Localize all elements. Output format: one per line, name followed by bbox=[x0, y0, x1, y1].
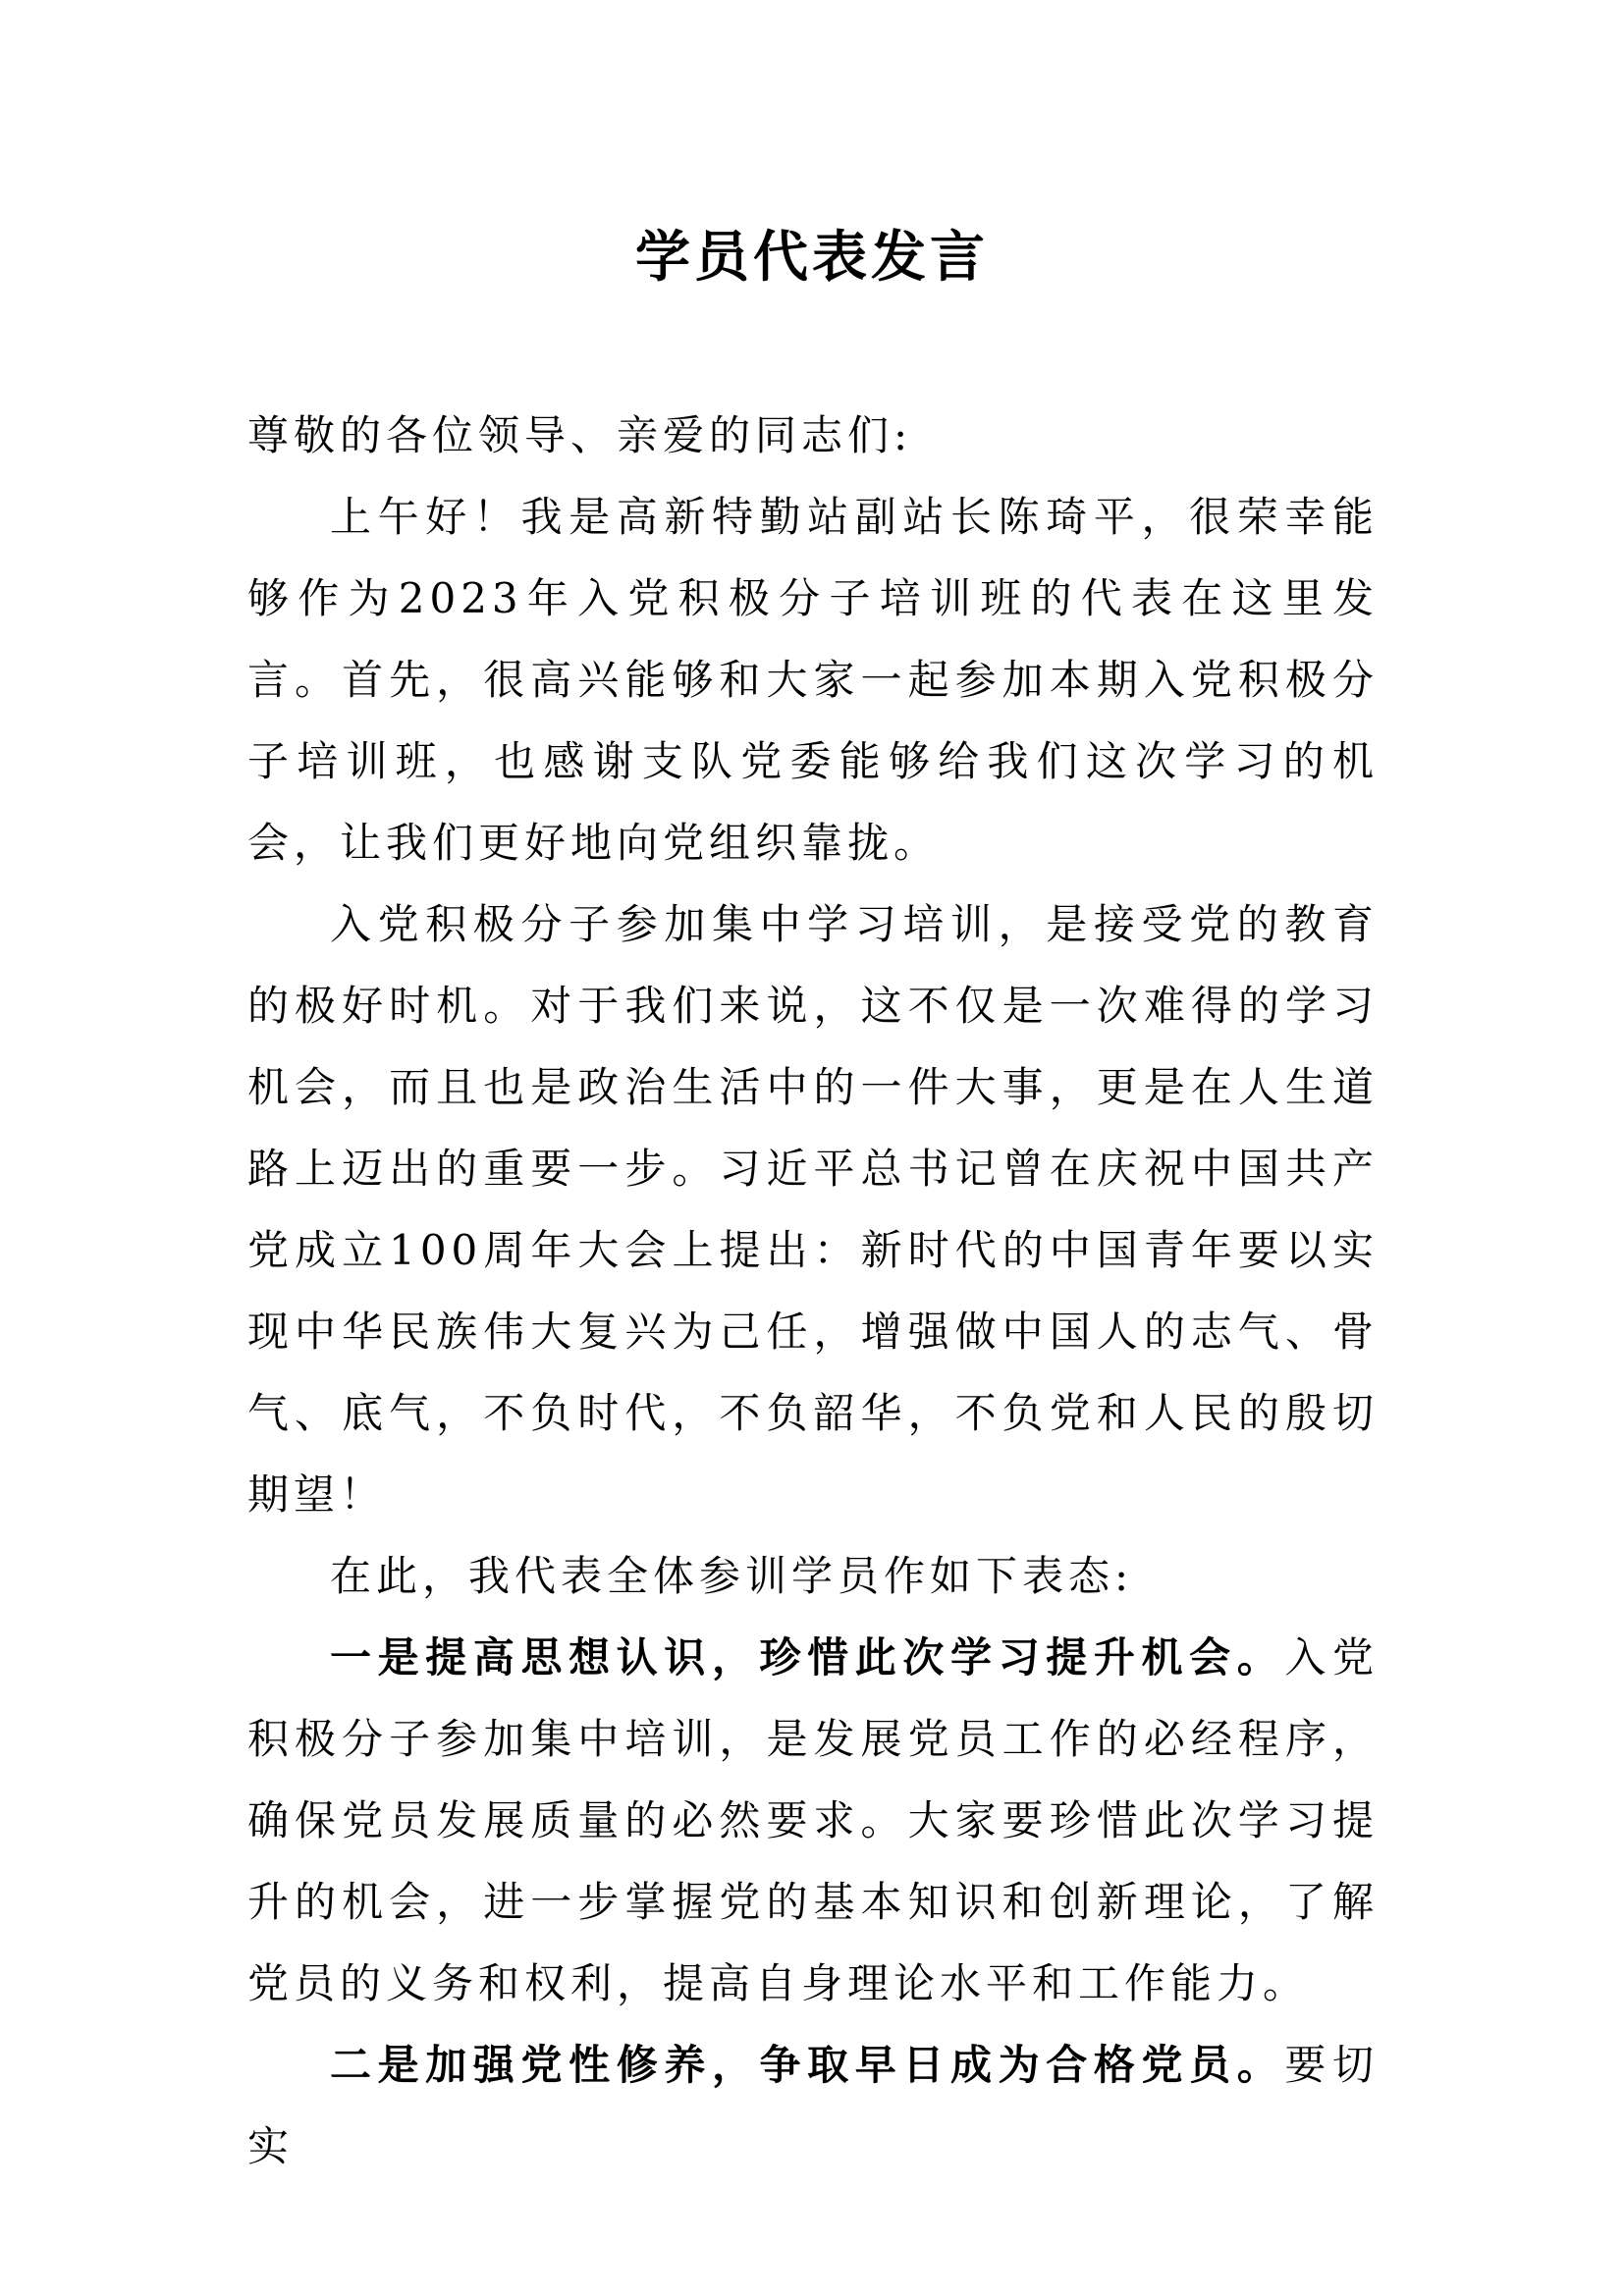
paragraph-lead: 一是提高思想认识，珍惜此次学习提升机会。 bbox=[330, 1633, 1285, 1682]
paragraph-point-one bbox=[247, 1617, 1379, 2024]
paragraph-text: 要切实 bbox=[247, 2041, 1379, 2170]
salutation: 尊敬的各位领导、亲爱的同志们: bbox=[247, 411, 913, 459]
paragraph-text: 入党积极分子参加集中培训，是发展党员工作的必经程序，确保党员发展质量的必然要求。大家要珍惜此次学习提升的机会，进一步掌握党的基本知识和创新理论，了解党员的义务和权利，提高自身理论水平和工作能力。 bbox=[247, 1633, 1379, 2007]
paragraph-lead: 二是加强党性修养，争取早日成为合格党员。 bbox=[330, 2041, 1285, 2089]
paragraph-text: 上午好！我是高新特勤站副站长陈琦平，很荣幸能够作为2023年入党积极分子培训班的代表在这里发言。首先，很高兴能够和大家一起参加本期入党积极分子培训班，也感谢支队党委能够给我们这次学习的机会，让我们更好地向党组织靠拢。 bbox=[247, 493, 1379, 867]
paragraph-text: 入党积极分子参加集中学习培训，是接受党的教育的极好时机。对于我们来说，这不仅是一次难得的学习机会，而且也是政治生活中的一件大事，更是在人生道路上迈出的重要一步。习近平总书记曾在庆祝中国共产党成立100周年大会上提出：新时代的中国青年要以实现中华民族伟大复兴为己任，增强做中国人的志气、骨气、底气，不负时代，不负韶华，不负党和人民的殷切期望！ bbox=[247, 900, 1379, 1519]
paragraph-training bbox=[247, 883, 1379, 1535]
document-title: 学员代表发言 bbox=[635, 225, 989, 290]
document-body bbox=[247, 476, 1379, 2187]
paragraph-text: 在此，我代表全体参训学员作如下表态: bbox=[330, 1552, 1134, 1600]
paragraph-point-two bbox=[247, 2024, 1379, 2187]
paragraph-greeting bbox=[247, 476, 1379, 883]
paragraph-pledge-intro bbox=[247, 1535, 1379, 1617]
